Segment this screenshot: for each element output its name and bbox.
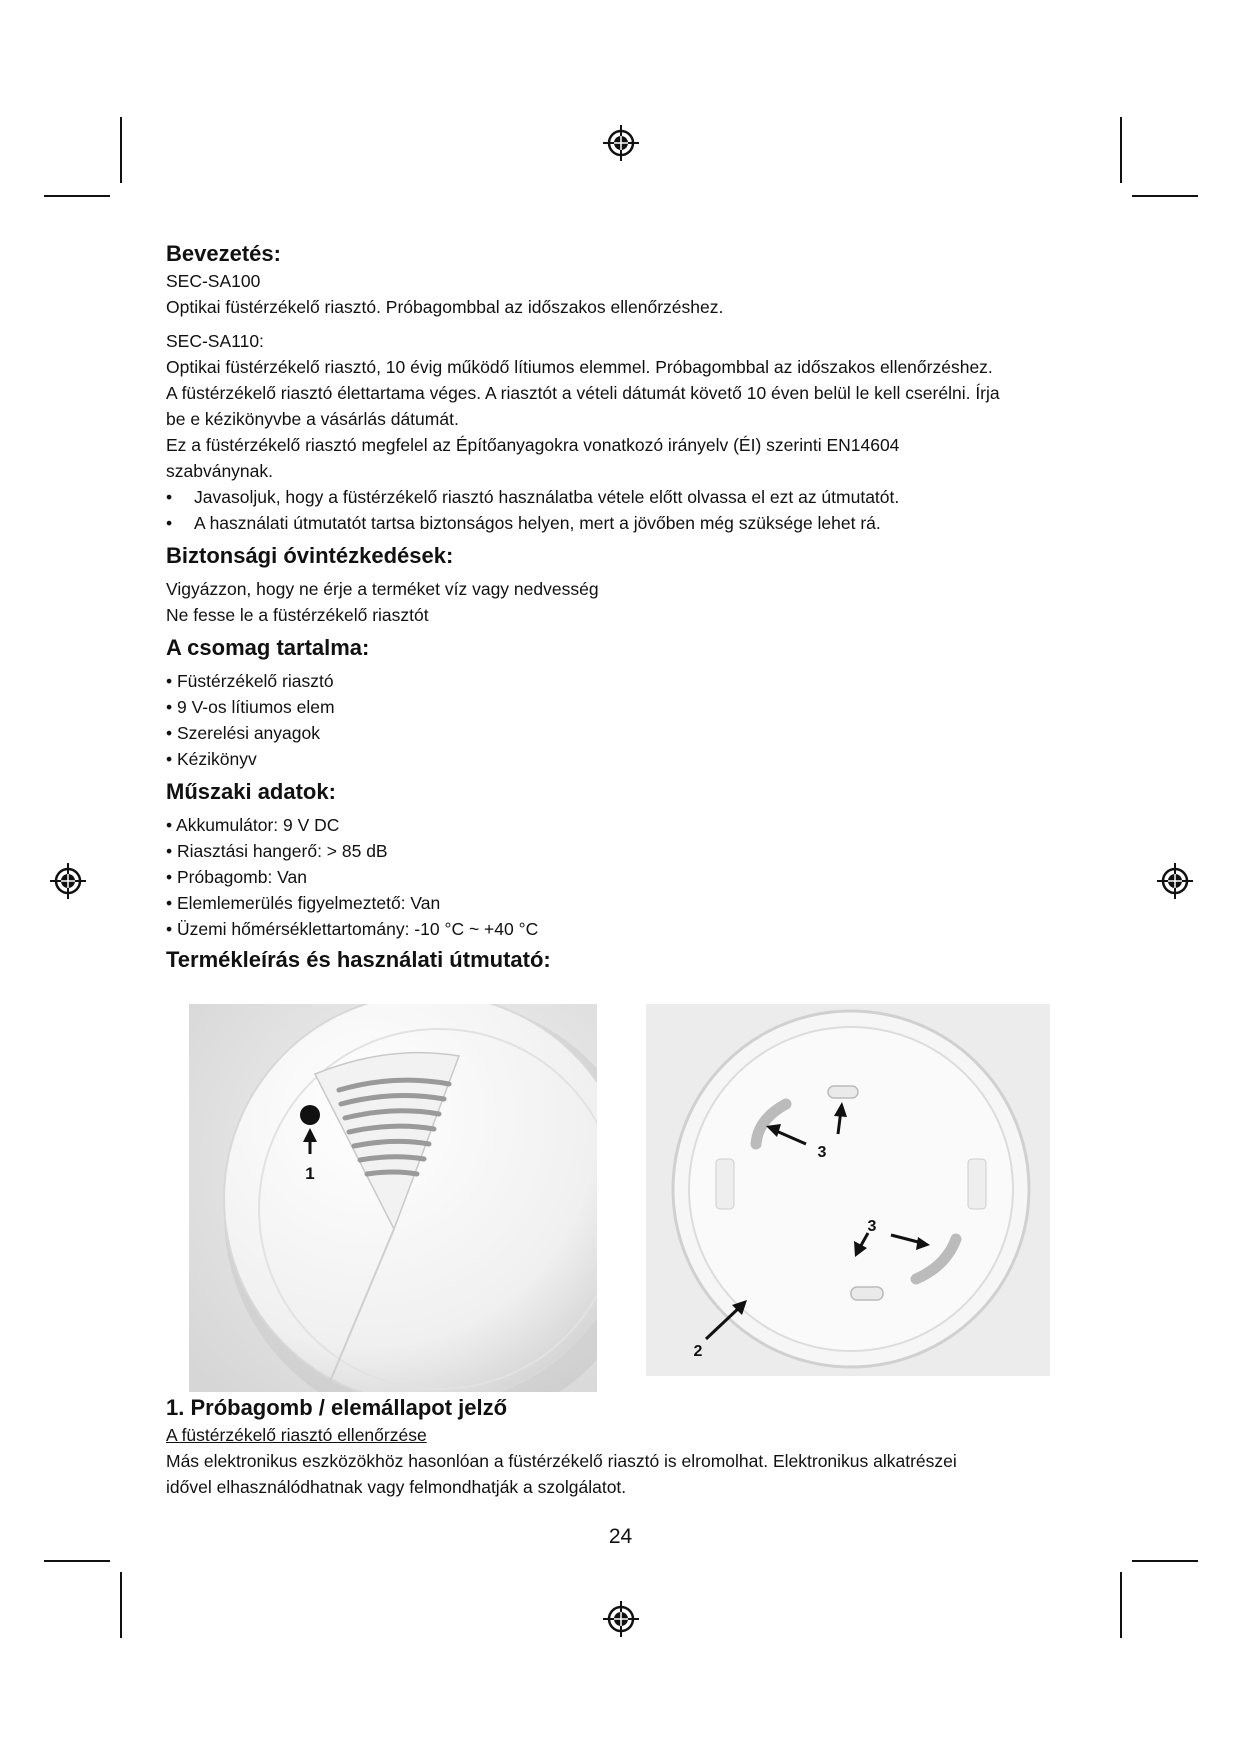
specs-heading: Műszaki adatok:: [166, 779, 336, 804]
photo-label: 3: [867, 1218, 877, 1235]
safety-line: Vigyázzon, hogy ne érje a terméket víz vagy nedvesség: [166, 579, 599, 599]
section1-subheading: A füstérzékelő riasztó ellenőrzése: [166, 1425, 427, 1445]
intro-line: szabványnak.: [166, 461, 274, 481]
smoke-detector-photo: [189, 1004, 597, 1392]
safety-line: Ne fesse le a füstérzékelő riasztót: [166, 605, 429, 625]
description-heading: Termékleírás és használati útmutató:: [166, 947, 551, 972]
package-heading: A csomag tartalma:: [166, 635, 370, 660]
registration-mark-icon: [1155, 861, 1195, 901]
intro-line: be e kézikönyvbe a vásárlás dátumát.: [166, 409, 459, 429]
model-sa100-desc: Optikai füstérzékelő riasztó. Próbagombbal az időszakos ellenőrzéshez.: [166, 297, 724, 317]
section1-line: idővel elhasználódhatnak vagy felmondhatják a szolgálatot.: [166, 1477, 627, 1497]
model-sa100: SEC-SA100: [166, 271, 261, 291]
list-item: • 9 V-os lítiumos elem: [166, 697, 335, 717]
safety-heading: Biztonsági óvintézkedések:: [166, 543, 454, 568]
intro-heading: Bevezetés:: [166, 241, 281, 266]
registration-mark-icon: [48, 861, 88, 901]
list-item: • Akkumulátor: 9 V DC: [166, 815, 340, 835]
list-item: • Kézikönyv: [166, 749, 257, 769]
photo-label: 3: [817, 1144, 827, 1161]
bullet-text: A használati útmutatót tartsa biztonságos helyen, mert a jövőben még szüksége lehet rá.: [194, 513, 881, 533]
list-item: [166, 484, 1096, 510]
mounting-base-photo: [646, 1004, 1050, 1376]
section1-line: Más elektronikus eszközökhöz hasonlóan a füstérzékelő riasztó is elromolhat. Elektronikus alkatrészei: [166, 1451, 957, 1471]
intro-line: Ez a füstérzékelő riasztó megfelel az Építőanyagokra vonatkozó irányelv (ÉI) szerinti EN14604: [166, 435, 900, 455]
photo-label: 2: [693, 1343, 703, 1360]
package-list: [166, 668, 1096, 772]
list-item: • Próbagomb: Van: [166, 867, 308, 887]
crop-mark: [1132, 1560, 1198, 1562]
list-item: [166, 510, 1096, 536]
page-content: [166, 240, 1096, 974]
crop-mark: [120, 1572, 122, 1638]
crop-mark: [44, 195, 110, 197]
crop-mark: [1132, 195, 1198, 197]
intro-line: A füstérzékelő riasztó élettartama véges. A riasztót a vételi dátumát követő 10 éven belül le kell cserélni. Írja: [166, 383, 1000, 403]
list-item: • Riasztási hangerő: > 85 dB: [166, 841, 388, 861]
bullet-dot: •: [166, 487, 173, 507]
registration-mark-icon: [601, 1599, 641, 1639]
model-sa110: SEC-SA110:: [166, 331, 264, 351]
list-item: • Elemlemerülés figyelmeztető: Van: [166, 893, 441, 913]
intro-line: Optikai füstérzékelő riasztó, 10 évig működő lítiumos elemmel. Próbagombbal az időszakos ellenőrzéshez.: [166, 357, 993, 377]
crop-mark: [1120, 117, 1122, 183]
list-item: • Üzemi hőmérséklettartomány: -10 °C ~ +40 °C: [166, 919, 539, 939]
list-item: • Szerelési anyagok: [166, 723, 320, 743]
crop-mark: [1120, 1572, 1122, 1638]
crop-mark: [120, 117, 122, 183]
section1: [166, 1394, 1096, 1500]
section1-heading: 1. Próbagomb / elemállapot jelző: [166, 1395, 508, 1420]
list-item: • Füstérzékelő riasztó: [166, 671, 334, 691]
crop-mark: [44, 1560, 110, 1562]
bullet-dot: •: [166, 513, 173, 533]
bullet-text: Javasoljuk, hogy a füstérzékelő riasztó használatba vétele előtt olvassa el ezt az útmutatót.: [194, 487, 900, 507]
page-number: 24: [608, 1525, 633, 1548]
photo-label: 1: [305, 1164, 315, 1183]
specs-list: [166, 812, 1096, 942]
registration-mark-icon: [601, 123, 641, 163]
